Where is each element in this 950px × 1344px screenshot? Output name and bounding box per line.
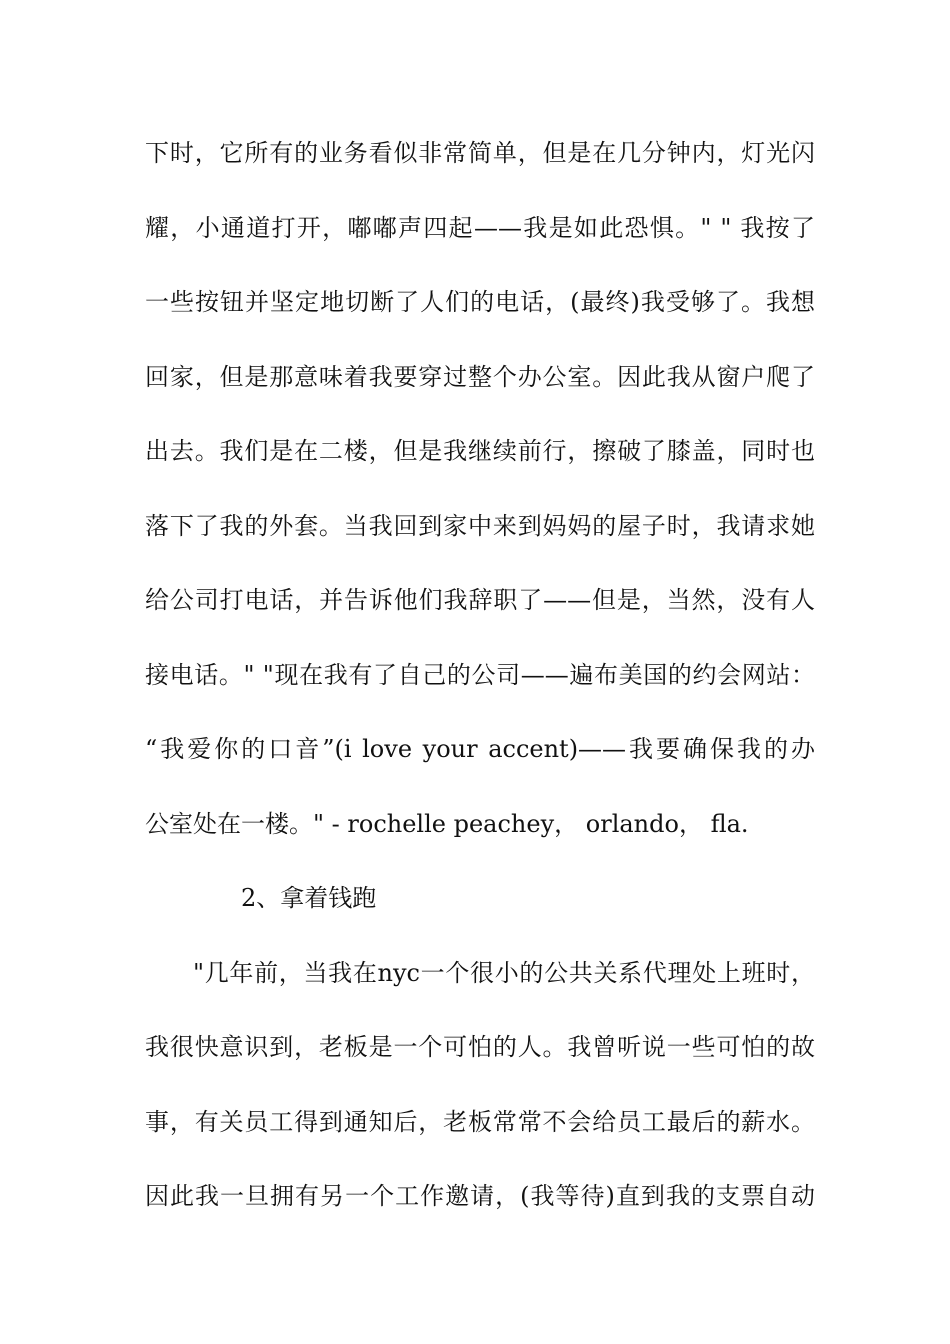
- text-line-14: 事，有关员工得到通知后，老板常常不会给员工最后的薪水。: [145, 1108, 815, 1136]
- text-line-7: 给公司打电话，并告诉他们我辞职了——但是，当然，没有人: [145, 586, 815, 614]
- section-heading: 2、拿着钱跑: [241, 884, 377, 912]
- text-line-8: 接电话。" "现在我有了自己的公司——遍布美国的约会网站：: [145, 661, 815, 689]
- text-line-2: 耀，小通道打开，嘟嘟声四起——我是如此恐惧。" " 我按了: [145, 214, 815, 242]
- text-line-10: 公室处在一楼。" - rochelle peachey， orlando， fla.: [145, 810, 749, 838]
- text-line-1: 下时，它所有的业务看似非常简单，但是在几分钟内，灯光闪: [145, 139, 815, 167]
- text-line-12: "几年前，当我在nyc一个很小的公共关系代理处上班时，: [193, 959, 815, 987]
- text-line-13: 我很快意识到，老板是一个可怕的人。我曾听说一些可怕的故: [145, 1033, 815, 1061]
- text-line-5: 出去。我们是在二楼，但是我继续前行，擦破了膝盖，同时也: [145, 437, 815, 465]
- text-line-9: “我爱你的口音”(i love your accent)——我要确保我的办: [145, 735, 815, 763]
- text-line-6: 落下了我的外套。当我回到家中来到妈妈的屋子时，我请求她: [145, 512, 815, 540]
- text-line-15: 因此我一旦拥有另一个工作邀请，(我等待)直到我的支票自动: [145, 1182, 815, 1210]
- text-line-4: 回家，但是那意味着我要穿过整个办公室。因此我从窗户爬了: [145, 363, 815, 391]
- text-line-3: 一些按钮并坚定地切断了人们的电话，(最终)我受够了。我想: [145, 288, 815, 316]
